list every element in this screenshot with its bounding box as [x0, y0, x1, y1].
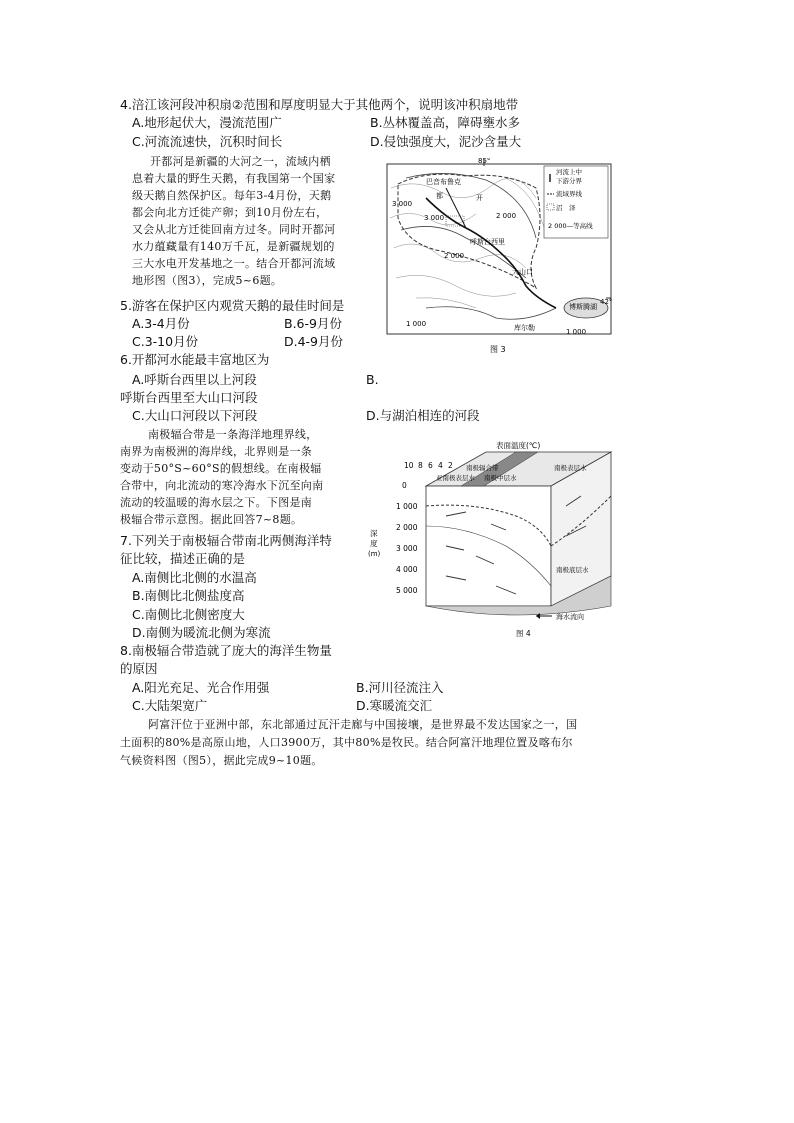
figure-4-diagram — [366, 436, 616, 644]
figure-caption: 图 4 — [516, 629, 531, 638]
q6-option-b: B. — [366, 372, 379, 387]
q7-option-c: C.南侧比北侧密度大 — [132, 607, 245, 622]
passage1-line: 地形图（图3），完成5~6题。 — [132, 274, 283, 287]
depth-axis-label: 度 — [370, 539, 378, 548]
passage2-line: 变动于50°S~60°S的假想线。在南极辐 — [120, 462, 322, 475]
contour-label: 2 000 — [496, 212, 517, 220]
place-label: 都 — [436, 192, 443, 200]
depth-axis-label: 深 — [370, 529, 378, 538]
q7-stem: 7.下列关于南极辐合带南北两侧海洋特 — [120, 533, 332, 548]
q6-option-a: A.呼斯台西里以上河段 — [132, 372, 257, 387]
q7-option-a: A.南侧比北侧的水温高 — [132, 570, 257, 585]
temp-tick: 8 — [418, 461, 423, 470]
temp-tick: 10 — [404, 461, 414, 470]
temp-axis-title: 表面温度(℃) — [496, 441, 541, 450]
passage1-line: 息着大量的野生天鹅，有我国第一个国家 — [132, 172, 336, 185]
passage3-line: 土面积的80%是高原山地，人口3900万，其中80%是牧民。结合阿富汗地理位置及喀布尔 — [120, 736, 573, 749]
q6-stem: 6.开都河水能最丰富地区为 — [120, 352, 270, 367]
depth-tick: 1 000 — [396, 502, 418, 511]
depth-ticks — [396, 481, 418, 595]
depth-tick: 3 000 — [396, 544, 418, 553]
depth-tick: 2 000 — [396, 523, 418, 532]
q5-option-d: D.4-9月份 — [284, 334, 344, 349]
water-mass-label: 南极中层水 — [484, 474, 517, 482]
map-legend — [544, 166, 608, 238]
q4-option-c: C.河流流速快，沉积时间长 — [132, 134, 283, 149]
flow-legend-label: 海水流向 — [556, 613, 584, 621]
place-label: 巴音布鲁克 — [426, 178, 461, 186]
contour-label: 1 000 — [406, 320, 427, 328]
q7-option-b: B.南侧比北侧盐度高 — [132, 588, 245, 603]
q4-stem: 4.涪江该河段冲积扇②范围和厚度明显大于其他两个，说明该冲积扇地带 — [120, 97, 519, 112]
contour-label: 3 000 — [424, 214, 445, 222]
depth-tick: 4 000 — [396, 565, 418, 574]
legend-item: 沼 泽 — [556, 204, 576, 212]
legend-item: 流域界线 — [556, 190, 582, 198]
passage2-line: 合带中，向北流动的寒冷海水下沉至向南 — [120, 479, 324, 492]
contour-label: 2 000 — [444, 252, 465, 260]
passage1-line: 三大水电开发基地之一。结合开都河流域 — [132, 257, 336, 270]
q8-option-b: B.河川径流注入 — [356, 680, 444, 695]
water-mass-label: 南极表层水 — [554, 464, 587, 472]
q8-option-c: C.大陆架宽广 — [132, 698, 208, 713]
contour-label: 1 000 — [566, 328, 587, 336]
q5-option-b: B.6-9月份 — [284, 316, 342, 331]
convergence-diagram — [366, 436, 616, 644]
passage1-line: 都会向北方迁徙产卵；到10月份左右， — [132, 206, 328, 219]
q8-stem: 8.南极辐合带造就了庞大的海洋生物量 — [120, 643, 332, 658]
q5-option-c: C.3-10月份 — [132, 334, 199, 349]
passage3-line: 气候资料图（图5），据此完成9~10题。 — [120, 754, 323, 767]
place-label: 大山口 — [512, 268, 533, 276]
temp-tick: 2 — [448, 461, 453, 470]
q7-stem-cont: 征比较，描述正确的是 — [120, 551, 246, 566]
legend-item: 河流上中 — [556, 168, 582, 176]
temp-tick: 4 — [438, 461, 443, 470]
q4-option-a: A.地形起伏大，漫流范围广 — [132, 115, 282, 130]
q8-option-d: D.寒暖流交汇 — [356, 698, 433, 713]
place-label: 库尔勒 — [514, 324, 535, 332]
place-label: 开 — [476, 194, 483, 202]
q5-option-a: A.3-4月份 — [132, 316, 190, 331]
q8-option-a: A.阳光充足、光合作用强 — [132, 680, 270, 695]
meridian-label: 85° — [478, 158, 491, 165]
q6-option-d: D.与湖泊相连的河段 — [366, 408, 480, 423]
depth-axis-label: (m) — [368, 550, 381, 558]
passage2-line: 南界为南极洲的海岸线，北界则是一条 — [120, 445, 313, 458]
legend-item: 下游分界 — [556, 177, 582, 185]
kaidu-basin-map — [386, 158, 612, 356]
passage2-line: 南极辐合带是一条海洋地理界线， — [148, 428, 318, 441]
depth-tick: 5 000 — [396, 586, 418, 595]
figure-3-map — [386, 158, 612, 356]
passage3-line: 阿富汗位于亚洲中部，东北部通过瓦汗走廊与中国接壤，是世界最不发达国家之一，国 — [148, 718, 578, 731]
passage2-line: 流动的较温暖的海水层之下。下图是南 — [120, 496, 313, 509]
temp-tick: 6 — [428, 461, 433, 470]
parallel-label: 42° — [600, 298, 612, 306]
q6-option-c: C.大山口河段以下河段 — [132, 408, 258, 423]
passage1-line: 水力蕴藏量有140万千瓦，是新疆规划的 — [132, 240, 335, 253]
place-label: 呼斯台西里 — [470, 238, 505, 246]
q7-option-d: D.南侧为暖流北侧为寒流 — [132, 625, 271, 640]
q8-stem-cont: 的原因 — [120, 661, 158, 676]
water-mass-label: 亚南极表层水 — [436, 474, 475, 482]
passage1-line: 级天鹅自然保护区。每年3-4月份，天鹅 — [132, 189, 332, 202]
water-mass-label: 南极辐合带 — [466, 464, 499, 472]
passage2-line: 极辐合带示意图。据此回答7~8题。 — [120, 513, 303, 526]
q4-option-b: B.丛林覆盖高，障碍壅水多 — [370, 115, 521, 130]
q6-option-b-text: 呼斯台西里至大山口河段 — [120, 390, 258, 405]
passage1-line: 开都河是新疆的大河之一，流域内栖 — [150, 155, 331, 168]
place-label: 博斯腾湖 — [569, 303, 597, 311]
water-mass-label: 南极底层水 — [556, 566, 589, 574]
legend-item: 2 000—等高线 — [548, 222, 593, 230]
contour-label: 3 000 — [392, 200, 413, 208]
q5-stem: 5.游客在保护区内观赏天鹅的最佳时间是 — [120, 298, 345, 313]
depth-tick: 0 — [402, 481, 407, 490]
figure-caption: 图 3 — [490, 345, 506, 354]
temp-ticks — [404, 461, 453, 470]
passage1-line: 又会从北方迁徙回南方过冬。同时开都河 — [132, 223, 336, 236]
q4-option-d: D.侵蚀强度大，泥沙含量大 — [370, 134, 522, 149]
